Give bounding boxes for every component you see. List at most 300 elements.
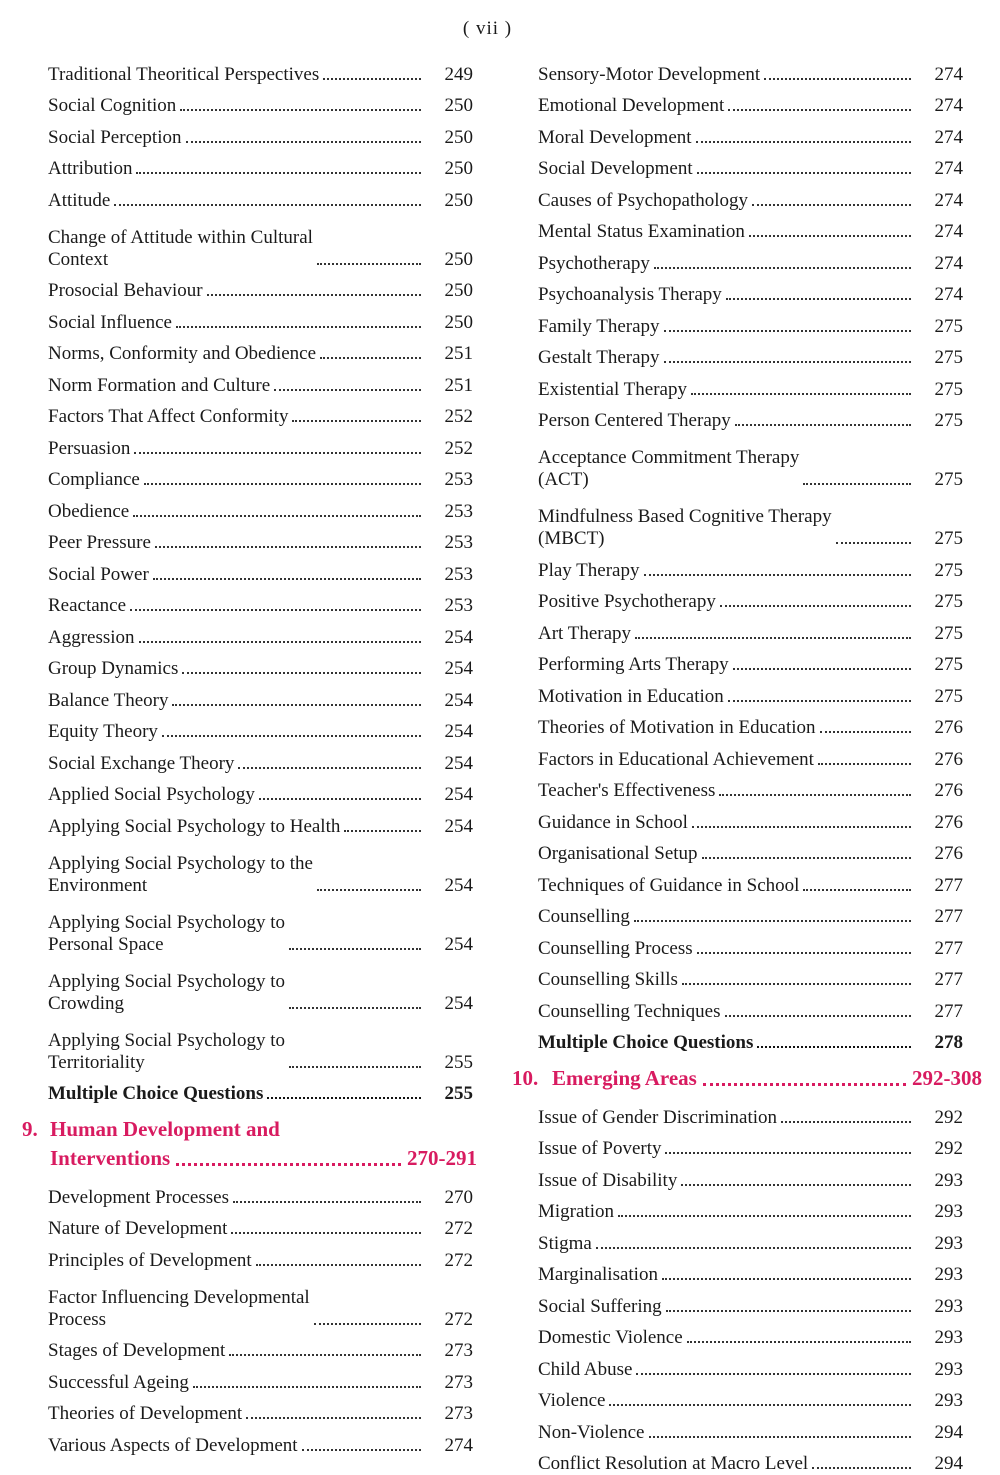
toc-entry (512, 117, 967, 149)
toc-entry-title (512, 1032, 753, 1054)
toc-entry-title (512, 1390, 605, 1412)
leader-dots (728, 700, 911, 702)
toc-entry-title (512, 506, 832, 550)
toc-entry (512, 928, 967, 960)
toc-entry-title-line: Multiple Choice Questions (538, 1032, 753, 1054)
toc-entry-title (22, 64, 319, 86)
toc-entry-title (512, 1359, 632, 1381)
toc-entry-title (512, 812, 688, 834)
toc-entry-page: 253 (425, 595, 477, 617)
toc-entry-title-line: Multiple Choice Questions (48, 1083, 263, 1105)
toc-entry (512, 369, 967, 401)
toc-entry-title (22, 1250, 252, 1272)
toc-entry-title-line: Context (48, 249, 108, 271)
leader-dots (703, 1083, 906, 1086)
toc-entry-title (22, 532, 151, 554)
toc-entry (512, 708, 967, 740)
toc-entry-title-line: Counselling Techniques (538, 1001, 721, 1023)
toc-entry-title-line: (MBCT) (538, 528, 605, 550)
leader-dots (144, 483, 421, 485)
toc-entry-page: 276 (915, 812, 967, 834)
toc-entry-title (22, 1403, 242, 1425)
toc-entry-title-line: Teacher's Effectiveness (538, 780, 715, 802)
toc-entry-page: 250 (425, 280, 477, 302)
leader-dots (664, 361, 911, 363)
toc-entry-page: 255 (425, 1052, 477, 1074)
toc-entry (512, 582, 967, 614)
toc-entry-title (512, 1201, 614, 1223)
leader-dots (803, 889, 911, 891)
leader-dots (238, 767, 421, 769)
toc-entry (512, 613, 967, 645)
toc-entry-title-line: Applied Social Psychology (48, 784, 255, 806)
toc-entry-page: 273 (425, 1403, 477, 1425)
toc-entry (512, 645, 967, 677)
leader-dots (682, 983, 911, 985)
toc-entry (512, 771, 967, 803)
chapter-title-line1: Emerging Areas (552, 1064, 697, 1093)
toc-entry (512, 180, 967, 212)
toc-entry-title (512, 447, 799, 491)
toc-entry (22, 1394, 477, 1426)
toc-entry-title-line: Successful Ageing (48, 1372, 189, 1394)
leader-dots (649, 1436, 912, 1438)
chapter-number: 9. (22, 1115, 50, 1144)
toc-entry-title-line: Sensory-Motor Development (538, 64, 760, 86)
toc-entry-page: 254 (425, 993, 477, 1015)
toc-entry-title (512, 284, 722, 306)
toc-entry-title (512, 1001, 721, 1023)
leader-dots (733, 668, 911, 670)
toc-entry-title (22, 312, 172, 334)
leader-dots (136, 172, 421, 174)
toc-entry-title-line: Counselling Process (538, 938, 693, 960)
toc-entry-title (22, 1187, 229, 1209)
toc-entry (22, 1177, 477, 1209)
toc-entry-title (22, 1030, 285, 1074)
leader-dots (803, 483, 911, 485)
toc-entry-page: 275 (915, 623, 967, 645)
leader-dots (764, 78, 911, 80)
toc-entry-page: 276 (915, 843, 967, 865)
toc-entry-title (512, 906, 630, 928)
toc-entry (22, 1240, 477, 1272)
toc-entry (22, 1074, 477, 1106)
toc-entry-title (22, 1372, 189, 1394)
toc-entry-page: 254 (425, 658, 477, 680)
leader-dots (635, 637, 911, 639)
toc-entry-title-line: Social Suffering (538, 1296, 662, 1318)
toc-entry-title (512, 938, 693, 960)
toc-entry-page: 277 (915, 906, 967, 928)
toc-entry (512, 306, 967, 338)
toc-entry-title-line: Environment (48, 875, 147, 897)
leader-dots (133, 515, 421, 517)
toc-entry (512, 991, 967, 1023)
toc-entry-title (512, 347, 660, 369)
toc-entry (512, 1160, 967, 1192)
toc-entry-title (22, 853, 313, 897)
toc-list (512, 54, 982, 1054)
toc-entry-page: 293 (915, 1201, 967, 1223)
toc-entry-title-line: Person Centered Therapy (538, 410, 731, 432)
toc-entry (512, 1444, 967, 1475)
leader-dots (662, 1278, 911, 1280)
leader-dots (696, 141, 911, 143)
leader-dots (618, 1215, 911, 1217)
toc-entry-title-line: Process (48, 1309, 106, 1331)
toc-entry-title (22, 1287, 310, 1331)
toc-entry-title-line: Group Dynamics (48, 658, 178, 680)
leader-dots (323, 78, 421, 80)
toc-entry-title (512, 654, 729, 676)
toc-entry-title-line: Techniques of Guidance in School (538, 875, 799, 897)
toc-entry (22, 212, 477, 271)
toc-entry-page: 250 (425, 95, 477, 117)
toc-entry-title-line: Equity Theory (48, 721, 158, 743)
toc-entry (512, 1023, 967, 1055)
leader-dots (644, 574, 912, 576)
toc-entry-page: 272 (425, 1218, 477, 1240)
leader-dots (818, 763, 911, 765)
toc-entry-title (22, 343, 316, 365)
leader-dots (596, 1247, 911, 1249)
toc-entry (22, 365, 477, 397)
leader-dots (139, 641, 421, 643)
leader-dots (702, 857, 911, 859)
toc-entry (22, 1331, 477, 1363)
toc-entry-title-line: Change of Attitude within Cultural (48, 227, 313, 249)
toc-entry (512, 865, 967, 897)
toc-entry-page: 274 (915, 64, 967, 86)
toc-entry-title (512, 591, 716, 613)
toc-entry-title-line: Gestalt Therapy (538, 347, 660, 369)
toc-entry-title-line: Domestic Violence (538, 1327, 683, 1349)
toc-entry-page: 275 (915, 560, 967, 582)
toc-entry-title (512, 686, 724, 708)
leader-dots (155, 546, 421, 548)
toc-entry-page: 275 (915, 591, 967, 613)
toc-entry-page: 275 (915, 469, 967, 491)
toc-entry-title-line: Obedience (48, 501, 129, 523)
toc-entry-title (512, 1138, 661, 1160)
leader-dots (812, 1467, 911, 1469)
toc-entry-title (512, 1233, 592, 1255)
toc-entry-title (22, 190, 110, 212)
toc-entry (22, 302, 477, 334)
toc-entry-title (22, 227, 313, 271)
toc-entry-page: 274 (915, 253, 967, 275)
toc-entry (512, 1097, 967, 1129)
toc-entry (512, 739, 967, 771)
toc-entry-title (512, 843, 698, 865)
toc-entry-title-line: Nature of Development (48, 1218, 227, 1240)
page-number: ( vii ) (0, 18, 975, 40)
toc-entry-page: 276 (915, 780, 967, 802)
toc-entry (22, 586, 477, 618)
toc-entry-title-line: Mindfulness Based Cognitive Therapy (538, 506, 832, 528)
toc-entry-title-line: Prosocial Behaviour (48, 280, 203, 302)
chapter-pages: 292-308 (912, 1064, 982, 1093)
toc-entry-page: 294 (915, 1422, 967, 1444)
toc-entry-title (22, 375, 270, 397)
toc-entry (512, 243, 967, 275)
toc-entry-page: 253 (425, 532, 477, 554)
toc-entry (512, 212, 967, 244)
toc-entry-page: 251 (425, 343, 477, 365)
toc-entry (512, 1286, 967, 1318)
toc-entry-title (512, 749, 814, 771)
toc-entry-title-line: Moral Development (538, 127, 692, 149)
leader-dots (749, 235, 911, 237)
toc-entry (512, 676, 967, 708)
toc-entry-page: 274 (425, 1435, 477, 1457)
toc-entry-title-line: Family Therapy (538, 316, 660, 338)
toc-entry (512, 1349, 967, 1381)
toc-entry-title-line: Norms, Conformity and Obedience (48, 343, 316, 365)
toc-entry (512, 834, 967, 866)
toc-entry-title-line: Peer Pressure (48, 532, 151, 554)
toc-entry-title (22, 595, 126, 617)
toc-entry-title-line: Mental Status Examination (538, 221, 745, 243)
toc-entry-title-line: Issue of Gender Discrimination (538, 1107, 777, 1129)
leader-dots (186, 141, 422, 143)
toc-entry-title (512, 127, 692, 149)
toc-entry-title (22, 438, 130, 460)
toc-entry (22, 117, 477, 149)
toc-entry (512, 960, 967, 992)
toc-entry-title-line: Compliance (48, 469, 140, 491)
toc-left-column (22, 54, 477, 1457)
toc-entry-title-line: Reactance (48, 595, 126, 617)
toc-entry-page: 253 (425, 501, 477, 523)
toc-entry-title (512, 158, 693, 180)
toc-entry (22, 743, 477, 775)
toc-entry-title-line: Stigma (538, 1233, 592, 1255)
toc-entry-title-line: Traditional Theoritical Perspectives (48, 64, 319, 86)
toc-entry-page: 293 (915, 1264, 967, 1286)
toc-entry-title-line: Balance Theory (48, 690, 168, 712)
toc-entry (512, 802, 967, 834)
toc-entry-title (512, 1453, 808, 1475)
toc-entry-page: 275 (915, 654, 967, 676)
toc-entry-page: 274 (915, 190, 967, 212)
toc-entry-title-line: Positive Psychotherapy (538, 591, 716, 613)
toc-entry (512, 275, 967, 307)
toc-entry-title (512, 1264, 658, 1286)
toc-entry-title-line: Theories of Motivation in Education (538, 717, 816, 739)
toc-entry (22, 271, 477, 303)
toc-entry-title-line: Psychoanalysis Therapy (538, 284, 722, 306)
toc-entry-title (512, 1422, 645, 1444)
leader-dots (697, 172, 911, 174)
toc-entry-title (512, 190, 748, 212)
toc-entry-title (22, 1340, 225, 1362)
leader-dots (193, 1386, 421, 1388)
toc-entry-title-line: Principles of Development (48, 1250, 252, 1272)
toc-entry-page: 293 (915, 1359, 967, 1381)
toc-entry-page: 275 (915, 410, 967, 432)
toc-entry (512, 338, 967, 370)
toc-entry (22, 180, 477, 212)
toc-entry (512, 1318, 967, 1350)
leader-dots (692, 826, 911, 828)
toc-entry (22, 397, 477, 429)
toc-entry-title (22, 501, 129, 523)
leader-dots (176, 326, 421, 328)
toc-entry-title (22, 564, 149, 586)
toc-entry-page: 249 (425, 64, 477, 86)
leader-dots (134, 452, 421, 454)
toc-entry-page: 293 (915, 1327, 967, 1349)
toc-entry-page: 253 (425, 564, 477, 586)
toc-entry (512, 897, 967, 929)
toc-entry (22, 491, 477, 523)
leader-dots (114, 204, 421, 206)
toc-entry-page: 255 (425, 1083, 477, 1105)
leader-dots (836, 542, 911, 544)
toc-entry-title-line: Various Aspects of Development (48, 1435, 298, 1457)
toc-entry-title (22, 912, 285, 956)
toc-list (512, 1097, 982, 1475)
leader-dots (259, 798, 421, 800)
toc-entry (22, 1015, 477, 1074)
toc-entry (22, 1362, 477, 1394)
toc-entry-page: 252 (425, 406, 477, 428)
toc-entry (512, 54, 967, 86)
leader-dots (314, 1323, 421, 1325)
toc-entry (22, 460, 477, 492)
toc-entry-title-line: Attitude (48, 190, 110, 212)
toc-entry-title-line: Social Cognition (48, 95, 176, 117)
toc-entry-title (22, 158, 132, 180)
toc-entry-title (512, 969, 678, 991)
toc-entry-title (22, 127, 182, 149)
toc-entry-title (512, 717, 816, 739)
toc-entry (22, 86, 477, 118)
leader-dots (665, 1152, 911, 1154)
toc-entry-title-line: (ACT) (538, 469, 589, 491)
toc-entry-title-line: Theories of Development (48, 1403, 242, 1425)
toc-entry (512, 1412, 967, 1444)
toc-entry-title (512, 1296, 662, 1318)
toc-entry-title-line: Art Therapy (538, 623, 631, 645)
leader-dots (302, 1449, 421, 1451)
toc-entry (22, 806, 477, 838)
leader-dots (233, 1201, 421, 1203)
toc-entry-page: 276 (915, 749, 967, 771)
toc-entry-title-line: Psychotherapy (538, 253, 650, 275)
leader-dots (231, 1232, 421, 1234)
leader-dots (609, 1404, 911, 1406)
leader-dots (289, 1007, 421, 1009)
toc-entry-title-line: Causes of Psychopathology (538, 190, 748, 212)
toc-entry-title-line: Social Perception (48, 127, 182, 149)
toc-entry-page: 272 (425, 1250, 477, 1272)
toc-entry-title-line: Applying Social Psychology to (48, 912, 285, 934)
toc-entry (512, 149, 967, 181)
toc-entry-title-line: Factors in Educational Achievement (538, 749, 814, 771)
toc-entry (22, 1425, 477, 1457)
toc-entry-title (512, 875, 799, 897)
leader-dots (274, 389, 421, 391)
toc-entry-title-line: Marginalisation (538, 1264, 658, 1286)
toc-entry-title (22, 1435, 298, 1457)
leader-dots (130, 609, 421, 611)
toc-list (22, 1177, 477, 1457)
leader-dots (256, 1264, 421, 1266)
toc-entry-title-line: Conflict Resolution at Macro Level (538, 1453, 808, 1475)
chapter-pages: 270-291 (407, 1144, 477, 1173)
toc-entry-page: 277 (915, 875, 967, 897)
toc-entry-page: 275 (915, 379, 967, 401)
toc-entry-title-line: Organisational Setup (538, 843, 698, 865)
toc-entry-title-line: Counselling Skills (538, 969, 678, 991)
toc-entry-title (512, 623, 631, 645)
toc-entry-title (22, 1083, 263, 1105)
toc-entry-page: 293 (915, 1233, 967, 1255)
toc-entry-title (22, 95, 176, 117)
toc-entry (512, 86, 967, 118)
leader-dots (317, 889, 421, 891)
leader-dots (162, 735, 421, 737)
toc-entry-title-line: Social Power (48, 564, 149, 586)
toc-entry (22, 617, 477, 649)
toc-entry-title-line: Persuasion (48, 438, 130, 460)
toc-entry-title (22, 280, 203, 302)
leader-dots (752, 204, 911, 206)
toc-entry-title-line: Applying Social Psychology to (48, 971, 285, 993)
toc-entry-title-line: Guidance in School (538, 812, 688, 834)
toc-entry-page: 293 (915, 1296, 967, 1318)
toc-entry-page: 293 (915, 1170, 967, 1192)
toc-entry-title-line: Acceptance Commitment Therapy (538, 447, 799, 469)
toc-entry-title-line: Attribution (48, 158, 132, 180)
toc-entry (22, 428, 477, 460)
toc-entry-title-line: Counselling (538, 906, 630, 928)
toc-entry-title-line: Applying Social Psychology to the (48, 853, 313, 875)
toc-entry-page: 254 (425, 816, 477, 838)
toc-entry-title-line: Issue of Disability (538, 1170, 677, 1192)
leader-dots (664, 330, 911, 332)
leader-dots (634, 920, 911, 922)
toc-entry-page: 274 (915, 284, 967, 306)
leader-dots (182, 672, 421, 674)
toc-entry-page: 275 (915, 686, 967, 708)
leader-dots (697, 952, 911, 954)
toc-entry-page: 254 (425, 721, 477, 743)
leader-dots (728, 109, 911, 111)
leader-dots (781, 1121, 911, 1123)
toc-entry-title-line: Migration (538, 1201, 614, 1223)
toc-entry-title (22, 753, 234, 775)
leader-dots (180, 109, 421, 111)
leader-dots (726, 298, 911, 300)
toc-entry-title (22, 721, 158, 743)
chapter-heading-9 (22, 1115, 477, 1173)
toc-entry (512, 491, 967, 550)
leader-dots (691, 393, 911, 395)
toc-entry (22, 956, 477, 1015)
leader-dots (820, 731, 911, 733)
leader-dots (725, 1015, 912, 1017)
chapter-number: 10. (512, 1064, 552, 1093)
toc-entry (512, 1192, 967, 1224)
toc-entry-title (512, 253, 650, 275)
toc-entry-page: 276 (915, 717, 967, 739)
toc-entry (512, 1255, 967, 1287)
toc-entry (22, 1209, 477, 1241)
